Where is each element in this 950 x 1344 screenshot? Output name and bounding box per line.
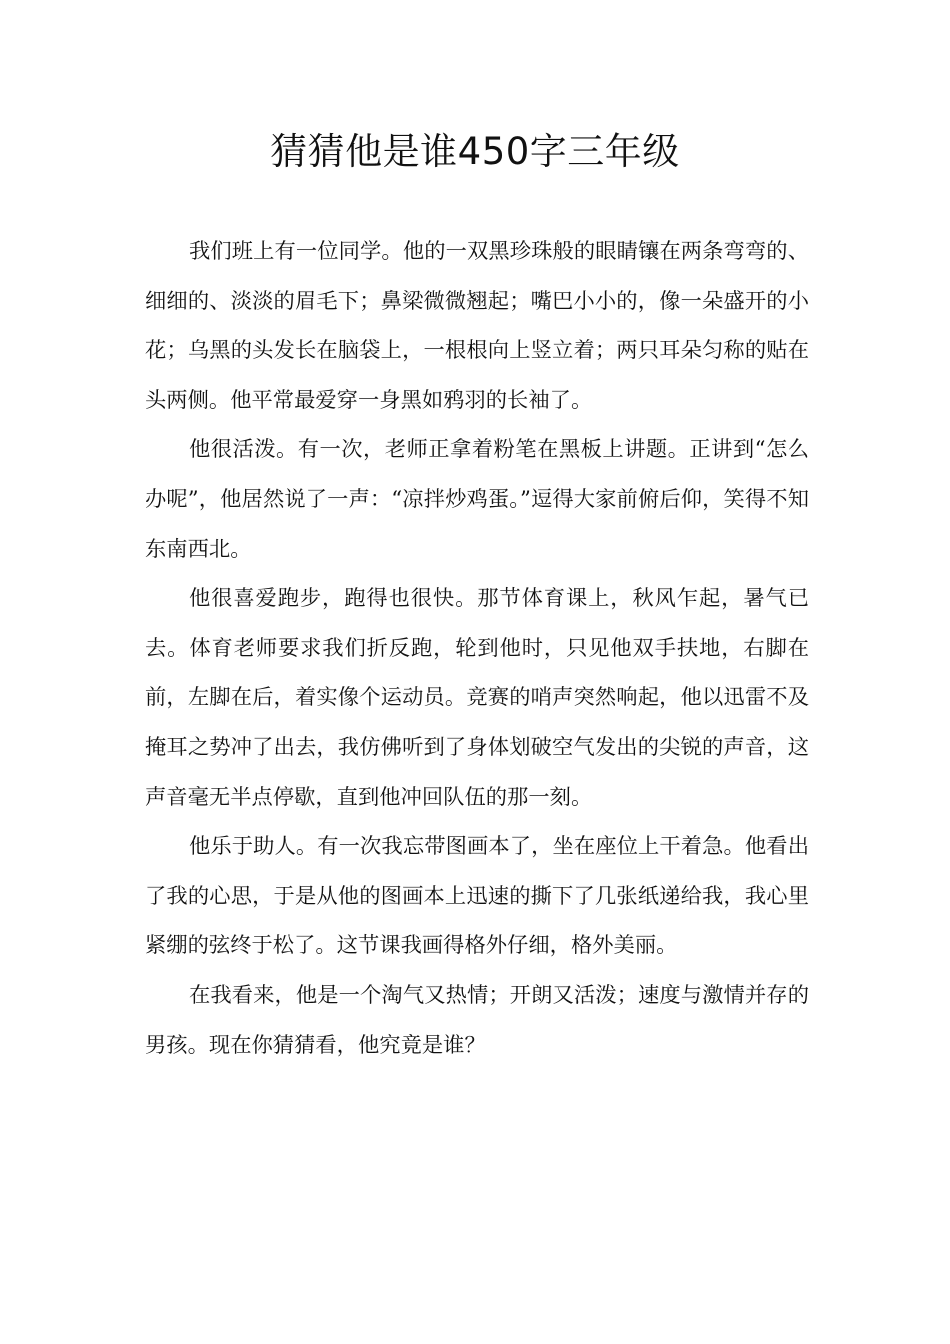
document-title: 猜猜他是谁450字三年级 <box>270 130 680 173</box>
paragraph-lively: 他很活泼。有一次，老师正拿着粉笔在黑板上讲题。正讲到“怎么办呢”，他居然说了一声：“凉拌炒鸡蛋。”逗得大家前俯后仰，笑得不知东南西北。 <box>145 437 809 562</box>
paragraph-conclusion: 在我看来，他是一个淘气又热情；开朗又活泼；速度与激情并存的男孩。现在你猜猜看，他究竟是谁？ <box>145 982 809 1058</box>
paragraph-running: 他很喜爱跑步，跑得也很快。那节体育课上，秋风乍起，暑气已去。体育老师要求我们折反跑，轮到他时，只见他双手扶地，右脚在前，左脚在后，着实像个运动员。竞赛的哨声突然响起，他以迅雷不及掩耳之势冲了出去，我仿佛听到了身体划破空气发出的尖锐的声音，这声音毫无半点停歇，直到他冲回队伍的那一刻。 <box>145 586 809 810</box>
paragraph-appearance: 我们班上有一位同学。他的一双黑珍珠般的眼睛镶在两条弯弯的、细细的、淡淡的眉毛下；鼻梁微微翘起；嘴巴小小的，像一朵盛开的小花；乌黑的头发长在脑袋上，一根根向上竖立着；两只耳朵匀称的贴在头两侧。他平常最爱穿一身黑如鸦羽的长袖了。 <box>145 239 809 413</box>
document-body <box>145 227 809 1070</box>
paragraph-helpful: 他乐于助人。有一次我忘带图画本了，坐在座位上干着急。他看出了我的心思，于是从他的图画本上迅速的撕下了几张纸递给我，我心里紧绷的弦终于松了。这节课我画得格外仔细，格外美丽。 <box>145 834 809 959</box>
